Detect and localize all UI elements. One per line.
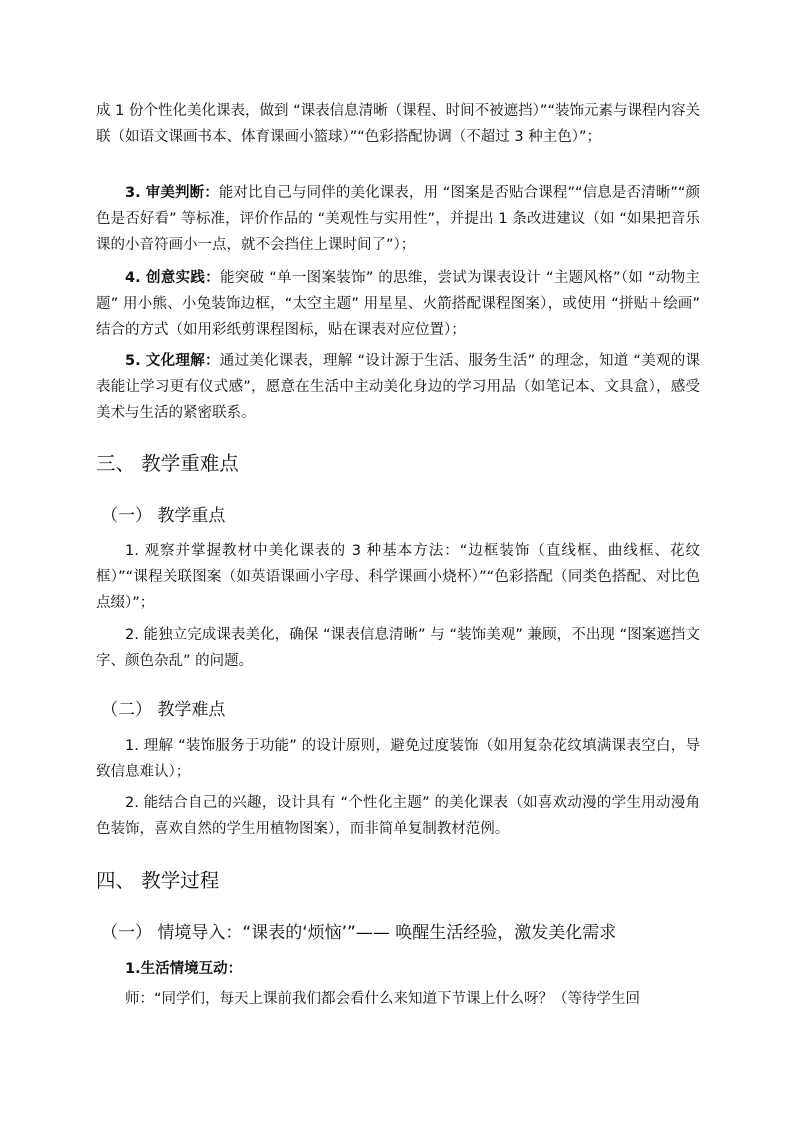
paragraph-focus-2: 2. 能独立完成课表美化，确保 “课表信息清晰” 与 “装饰美观” 兼顾，不出现 “图案遮挡文字、颜色杂乱” 的问题。 <box>96 627 700 669</box>
paragraph-difficulty-1: 1. 理解 “装饰服务于功能” 的设计原则，避免过度装饰（如用复杂花纹填满课表空白，导致信息难认）； <box>96 738 700 780</box>
section-heading-teaching-process: 四、 教学过程 <box>96 869 220 892</box>
life-interaction-label: 1.生活情境互动： <box>125 961 243 977</box>
section-heading-key-difficulties: 三、 教学重难点 <box>96 452 239 475</box>
subheading-situational-intro: （一） 情境导入：“课表的‘烦恼’”—— 唤醒生活经验，激发美化需求 <box>101 923 617 943</box>
paragraph-cultural-understanding <box>96 348 700 426</box>
creative-practice-text: 能突破 “单一图案装饰” 的思维，尝试为课表设计 “主题风格”（如 “动物主题” 用小熊、小兔装饰边框，“太空主题” 用星星、火箭搭配课程图案），或使用 “拼贴＋绘画” 结合的方式（如用彩纸剪课程图标，贴在课表对应位置）； <box>96 270 700 338</box>
cultural-understanding-label: 5. 文化理解： <box>125 353 220 369</box>
paragraph-goal-2-continued: 成 1 份个性化美化课表，做到 “课表信息清晰（课程、时间不被遮挡）”“装饰元素与课程内容关联（如语文课画书本、体育课画小篮球）”“色彩搭配协调（不超过 3 种主色）”； <box>96 103 700 145</box>
subheading-teaching-difficulty: （二） 教学难点 <box>101 700 226 720</box>
paragraph-aesthetic-judgment <box>96 180 700 258</box>
aesthetic-judgment-text: 能对比自己与同伴的美化课表，用 “图案是否贴合课程”“信息是否清晰”“颜色是否好看” 等标准，评价作品的 “美观性与实用性”，并提出 1 条改进建议（如 “如果把音乐课的小音符画小一点，就不会挡住上课时间了”）； <box>96 185 700 253</box>
aesthetic-judgment-label: 3. 审美判断： <box>125 185 219 201</box>
paragraph-teacher-speech: 师：“同学们，每天上课前我们都会看什么来知道下节课上什么呀？（等待学生回 <box>125 991 641 1007</box>
paragraph-creative-practice <box>96 265 700 343</box>
paragraph-focus-1: 1. 观察并掌握教材中美化课表的 3 种基本方法：“边框装饰（直线框、曲线框、花纹框）”“课程关联图案（如英语课画小字母、科学课画小烧杯）”“色彩搭配（同类色搭配、对比色点缀）”； <box>96 543 700 611</box>
paragraph-difficulty-2: 2. 能结合自己的兴趣，设计具有 “个性化主题” 的美化课表（如喜欢动漫的学生用动漫角色装饰，喜欢自然的学生用植物图案），而非简单复制教材范例。 <box>96 795 700 837</box>
paragraph-life-interaction-title <box>96 956 700 982</box>
subheading-teaching-focus: （一） 教学重点 <box>101 506 226 526</box>
creative-practice-label: 4. 创意实践： <box>125 270 220 286</box>
cultural-understanding-text: 通过美化课表，理解 “设计源于生活、服务生活” 的理念，知道 “美观的课表能让学习更有仪式感”，愿意在生活中主动美化身边的学习用品（如笔记本、文具盒），感受美术与生活的紧密联系。 <box>96 353 700 421</box>
